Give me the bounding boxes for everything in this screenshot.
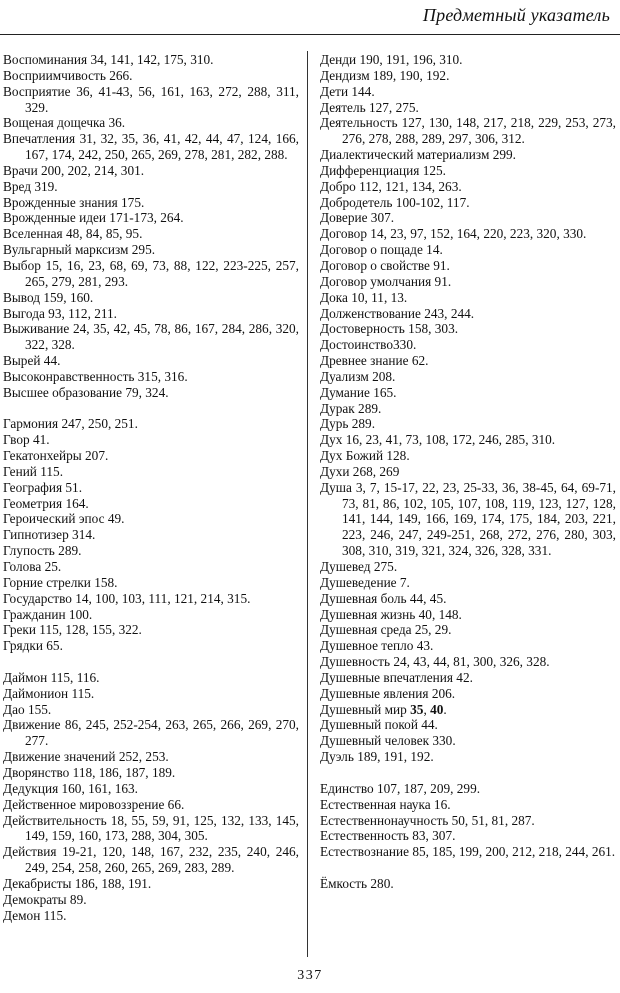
index-entry: Вульгарный марксизм 295. [3, 242, 156, 258]
index-entry: Врожденные идеи 171-173, 264. [3, 210, 184, 226]
index-entry: Дурь 289. [320, 416, 376, 432]
index-entry: Врожденные знания 175. [3, 194, 145, 210]
index-entry: Выживание 24, 35, 42, 45, 78, 86, 167, 284, 286, 320, 322, 328. [3, 321, 299, 353]
index-entry: Впечатления 31, 32, 35, 36, 41, 42, 44, 47, 124, 166, 167, 174, 242, 250, 265, 269, 278, 281, 282, 288. [3, 131, 299, 163]
index-entry: Даймон 115, 116. [3, 669, 100, 685]
index-entry: Героический эпос 49. [3, 511, 125, 527]
bold-page-ref: 35 [410, 701, 424, 717]
index-entry: Деятель 127, 275. [320, 99, 419, 115]
index-entry: Движение значений 252, 253. [3, 749, 169, 765]
index-entry: Геометрия 164. [3, 495, 89, 511]
index-column-left [3, 52, 299, 923]
index-entry: Доверие 307. [320, 210, 395, 226]
running-header-title: Предметный указатель [422, 5, 610, 25]
index-entry: Душевный покой 44. [320, 717, 438, 733]
index-entry: Естествознание 85, 185, 199, 200, 212, 218, 244, 261. [320, 844, 616, 860]
index-entry: Дети 144. [320, 83, 375, 99]
index-entry: Естественная наука 16. [320, 796, 451, 812]
index-entry: Душа 3, 7, 15-17, 22, 23, 25-33, 36, 38-45, 64, 69-71, 73, 81, 86, 102, 105, 107, 108, 119, 123, 127, 128, 141, 144, 149, 166, 169, 174, 175, 184, 203, 221, 223, 246, 247, 249-251, 268, 272, 276, 280, 303, 308, 310, 319, 321, 324, 326, 328, 331. [320, 479, 616, 559]
index-entry: Декабристы 186, 188, 191. [3, 875, 152, 891]
index-entry: Гекатонхейры 207. [3, 448, 109, 464]
index-entry: Достоинство330. [320, 337, 417, 353]
index-entry: Гвор 41. [3, 432, 50, 448]
index-entry: Договор умолчания 91. [320, 273, 452, 289]
entry-text: , [423, 701, 431, 717]
letter-group-gap [320, 860, 616, 876]
index-entry: Демон 115. [3, 907, 67, 923]
index-entry: Дворянство 118, 186, 187, 189. [3, 764, 176, 780]
index-entry: Денди 190, 191, 196, 310. [320, 52, 463, 67]
index-entry: Диалектический материализм 299. [320, 147, 516, 163]
index-entry: Действия 19-21, 120, 148, 167, 232, 235, 240, 246, 249, 254, 258, 260, 265, 269, 283, 289. [3, 844, 299, 876]
index-entry: Восприятие 36, 41-43, 56, 161, 163, 272, 288, 311, 329. [3, 83, 299, 115]
running-header [0, 4, 620, 35]
letter-group-gap [3, 401, 299, 417]
index-entry: Гармония 247, 250, 251. [3, 416, 138, 432]
index-entry: Выгода 93, 112, 211. [3, 305, 118, 321]
index-entry: Договор о свойстве 91. [320, 257, 450, 273]
index-entry: Добро 112, 121, 134, 263. [320, 178, 462, 194]
index-entry: Душевные явления 206. [320, 685, 456, 701]
index-entry: Дух 16, 23, 41, 73, 108, 172, 246, 285, 310. [320, 432, 556, 448]
index-entry: Вощеная дощечка 36. [3, 115, 126, 131]
index-entry: Движение 86, 245, 252-254, 263, 265, 266, 269, 270, 277. [3, 717, 299, 749]
index-entry: Достоверность 158, 303. [320, 321, 459, 337]
index-entry: Грядки 65. [3, 638, 63, 654]
index-entry: Выбор 15, 16, 23, 68, 69, 73, 88, 122, 223-225, 257, 265, 279, 281, 293. [3, 257, 299, 289]
index-entry: Голова 25. [3, 559, 62, 574]
index-entry: Душевная боль 44, 45. [320, 590, 447, 606]
index-entry: Душевные впечатления 42. [320, 669, 473, 685]
index-entry: Душеведение 7. [320, 574, 410, 590]
index-entry: Вред 319. [3, 178, 58, 194]
index-entry: Душевность 24, 43, 44, 81, 300, 326, 328. [320, 654, 550, 670]
index-entry: Греки 115, 128, 155, 322. [3, 622, 142, 638]
index-entry: Древнее знание 62. [320, 353, 429, 369]
index-entry: Дедукция 160, 161, 163. [3, 780, 138, 796]
index-entry: Вырей 44. [3, 353, 61, 369]
letter-group-gap [320, 765, 616, 781]
index-entry: Дао 155. [3, 701, 52, 717]
index-entry: Дифференциация 125. [320, 162, 446, 178]
index-entry: Душевная жизнь 40, 148. [320, 606, 462, 622]
index-entry: Государство 14, 100, 103, 111, 121, 214, 315. [3, 590, 251, 606]
index-entry: Вселенная 48, 84, 85, 95. [3, 226, 143, 242]
index-entry: Высоконравственность 315, 316. [3, 368, 188, 384]
index-entry: Дуализм 208. [320, 368, 396, 384]
index-entry: Договор о пощаде 14. [320, 242, 443, 258]
index-entry: Душевный человек 330. [320, 733, 456, 749]
index-entry: Ёмкость 280. [320, 875, 394, 891]
index-entry: Горние стрелки 158. [3, 574, 118, 590]
index-entry: Дурак 289. [320, 400, 382, 416]
index-entry: Даймонион 115. [3, 685, 95, 701]
index-entry: Дока 10, 11, 13. [320, 289, 408, 305]
index-entry: Душевед 275. [320, 559, 398, 574]
index-entry: Действенное мировоззрение 66. [3, 796, 185, 812]
index-entry: Врачи 200, 202, 214, 301. [3, 162, 145, 178]
letter-group-gap [3, 654, 299, 670]
index-entry: Восприимчивость 266. [3, 67, 133, 83]
index-entry: Гражданин 100. [3, 606, 93, 622]
index-entry: Долженствование 243, 244. [320, 305, 475, 321]
page-number: 337 [297, 968, 323, 983]
index-entry: Демократы 89. [3, 891, 87, 907]
index-entry: Действительность 18, 55, 59, 91, 125, 132, 133, 145, 149, 159, 160, 173, 288, 304, 305. [3, 812, 299, 844]
entry-text: . [443, 701, 447, 717]
index-entry: Думание 165. [320, 384, 397, 400]
index-entry: Душевное тепло 43. [320, 638, 434, 654]
index-entry: Вывод 159, 160. [3, 289, 94, 305]
index-entry: Душевная среда 25, 29. [320, 622, 452, 638]
index-entry: Воспоминания 34, 141, 142, 175, 310. [3, 52, 214, 67]
index-entry: Единство 107, 187, 209, 299. [320, 780, 481, 796]
index-column-right [320, 52, 616, 892]
column-divider [307, 51, 308, 957]
index-entry: Естественность 83, 307. [320, 828, 456, 844]
bold-page-ref: 40 [430, 701, 444, 717]
index-entry: Высшее образование 79, 324. [3, 384, 169, 400]
index-entry: Деятельность 127, 130, 148, 217, 218, 229, 253, 273, 276, 278, 288, 289, 297, 306, 312. [320, 115, 616, 147]
index-entry: Договор 14, 23, 97, 152, 164, 220, 223, 320, 330. [320, 226, 587, 242]
index-entry: Гипнотизер 314. [3, 527, 96, 543]
index-entry: Дух Божий 128. [320, 448, 410, 464]
index-entry [320, 702, 616, 718]
index-entry: География 51. [3, 479, 83, 495]
index-entry: Гений 115. [3, 463, 64, 479]
index-entry: Естественнонаучность 50, 51, 81, 287. [320, 812, 535, 828]
index-entry: Добродетель 100-102, 117. [320, 194, 470, 210]
index-entry: Дуэль 189, 191, 192. [320, 749, 434, 765]
index-entry: Духи 268, 269 [320, 463, 400, 479]
entry-text: Душевный мир [320, 701, 411, 717]
index-entry: Дендизм 189, 190, 192. [320, 67, 450, 83]
index-entry: Глупость 289. [3, 543, 82, 559]
